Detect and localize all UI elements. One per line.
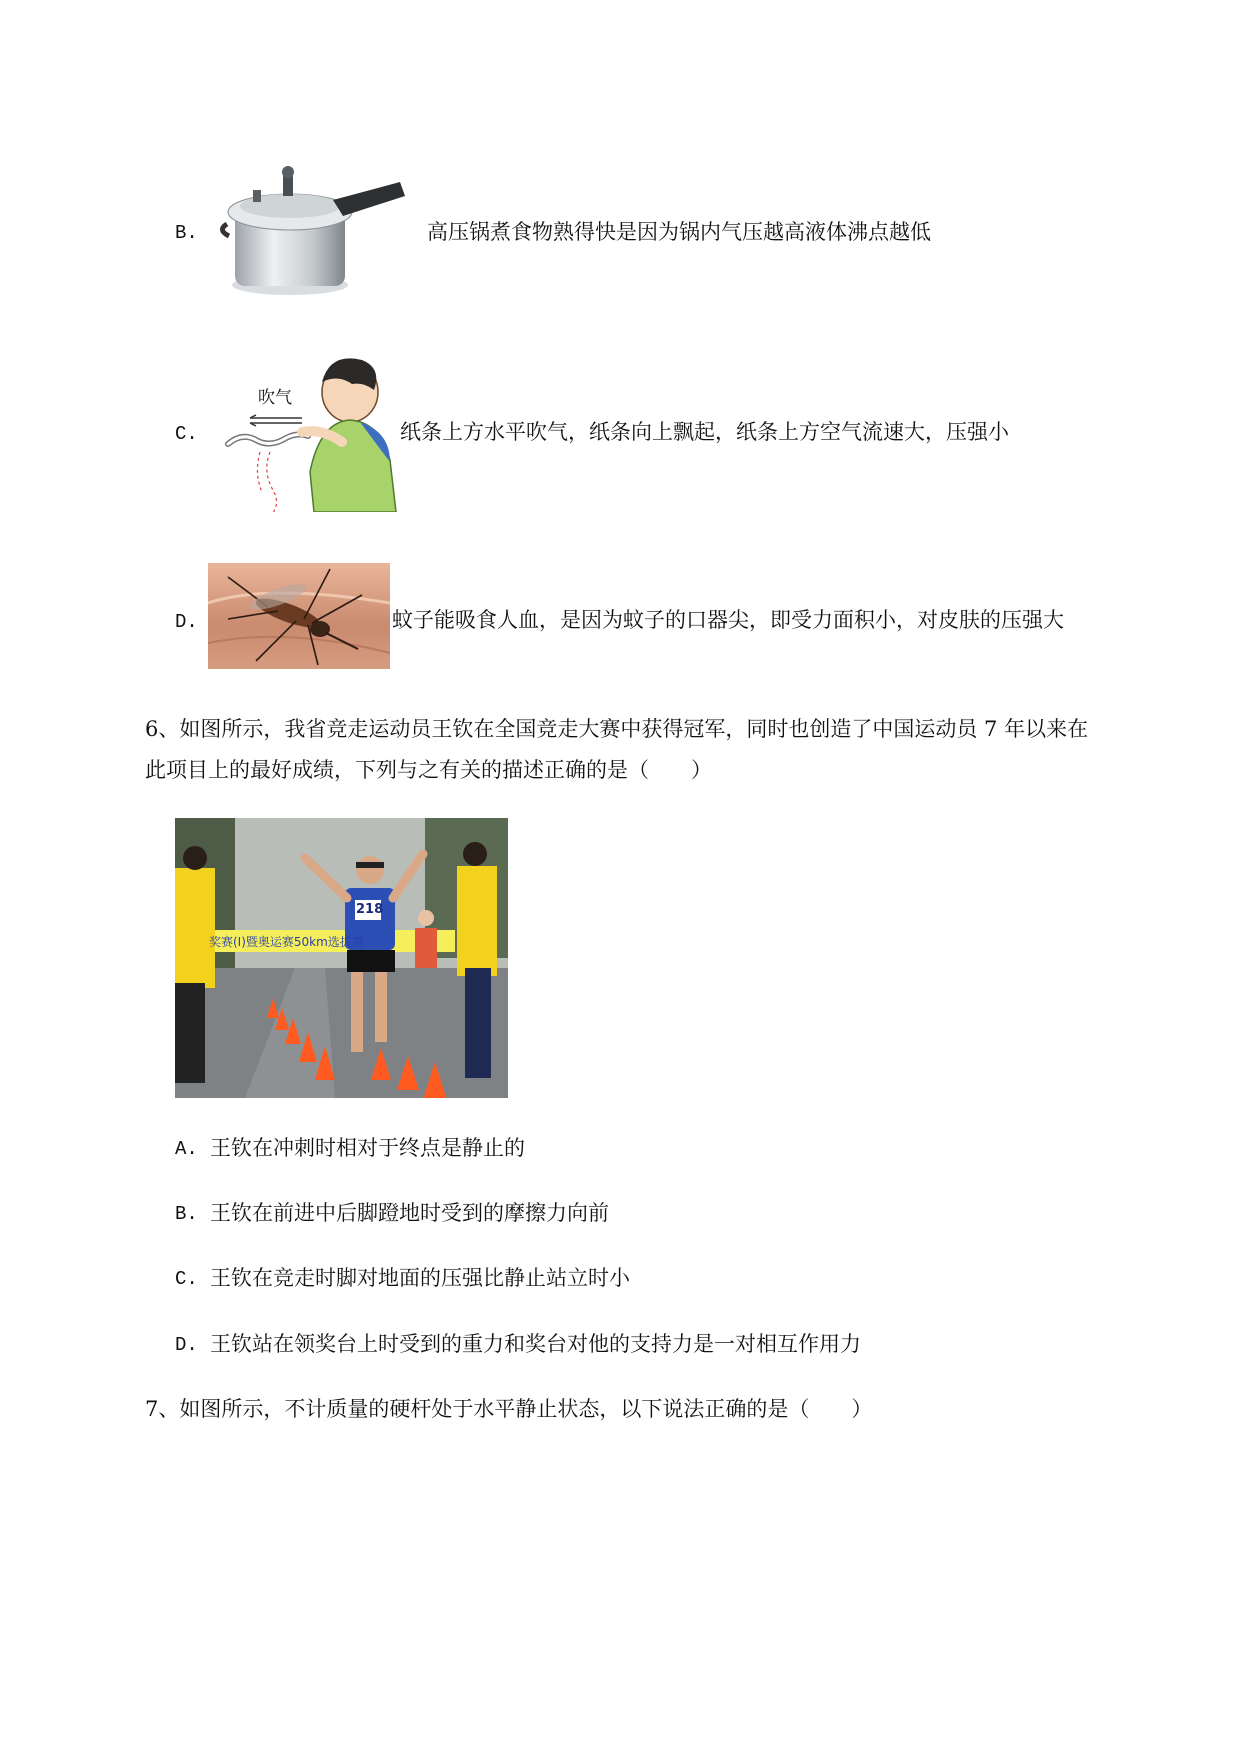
- mosquito-on-skin-icon: [208, 563, 390, 669]
- option-label: C.: [175, 1268, 198, 1290]
- pressure-cooker-icon: [215, 160, 410, 300]
- option-label: B.: [175, 1203, 198, 1225]
- option-text: 王钦站在领奖台上时受到的重力和奖台对他的支持力是一对相互作用力: [210, 1332, 861, 1356]
- option-label: A.: [175, 1138, 198, 1160]
- question-stem: 此项目上的最好成绩，下列与之有关的描述正确的是（ ）: [145, 758, 712, 782]
- race-walker-photo: [175, 818, 508, 1098]
- option-text: 王钦在竞走时脚对地面的压强比静止站立时小: [210, 1266, 630, 1290]
- option-text: 纸条上方水平吹气，纸条向上飘起，纸条上方空气流速大，压强小: [400, 420, 1009, 444]
- option-text: 高压锅煮食物熟得快是因为锅内气压越高液体沸点越低: [427, 220, 931, 244]
- option-text: 王钦在冲刺时相对于终点是静止的: [210, 1136, 525, 1160]
- question-stem: 7、如图所示，不计质量的硬杆处于水平静止状态，以下说法正确的是（ ）: [145, 1397, 873, 1421]
- figure-caption: 吹气: [258, 388, 292, 408]
- option-label: D.: [175, 1334, 198, 1356]
- finish-banner-text: 奖赛(Ⅰ)暨奥运赛50km选拔赛: [209, 935, 364, 949]
- boy-blowing-paper-icon: [210, 352, 400, 512]
- option-label: D.: [175, 611, 198, 633]
- question-stem: 6、如图所示，我省竞走运动员王钦在全国竞走大赛中获得冠军，同时也创造了中国运动员 7 年以来在: [145, 717, 1089, 741]
- option-label: C.: [175, 423, 198, 445]
- option-text: 蚊子能吸食人血，是因为蚊子的口器尖，即受力面积小，对皮肤的压强大: [392, 608, 1064, 632]
- option-label: B.: [175, 222, 198, 244]
- bib-number: 218: [356, 902, 384, 917]
- option-text: 王钦在前进中后脚蹬地时受到的摩擦力向前: [210, 1201, 609, 1225]
